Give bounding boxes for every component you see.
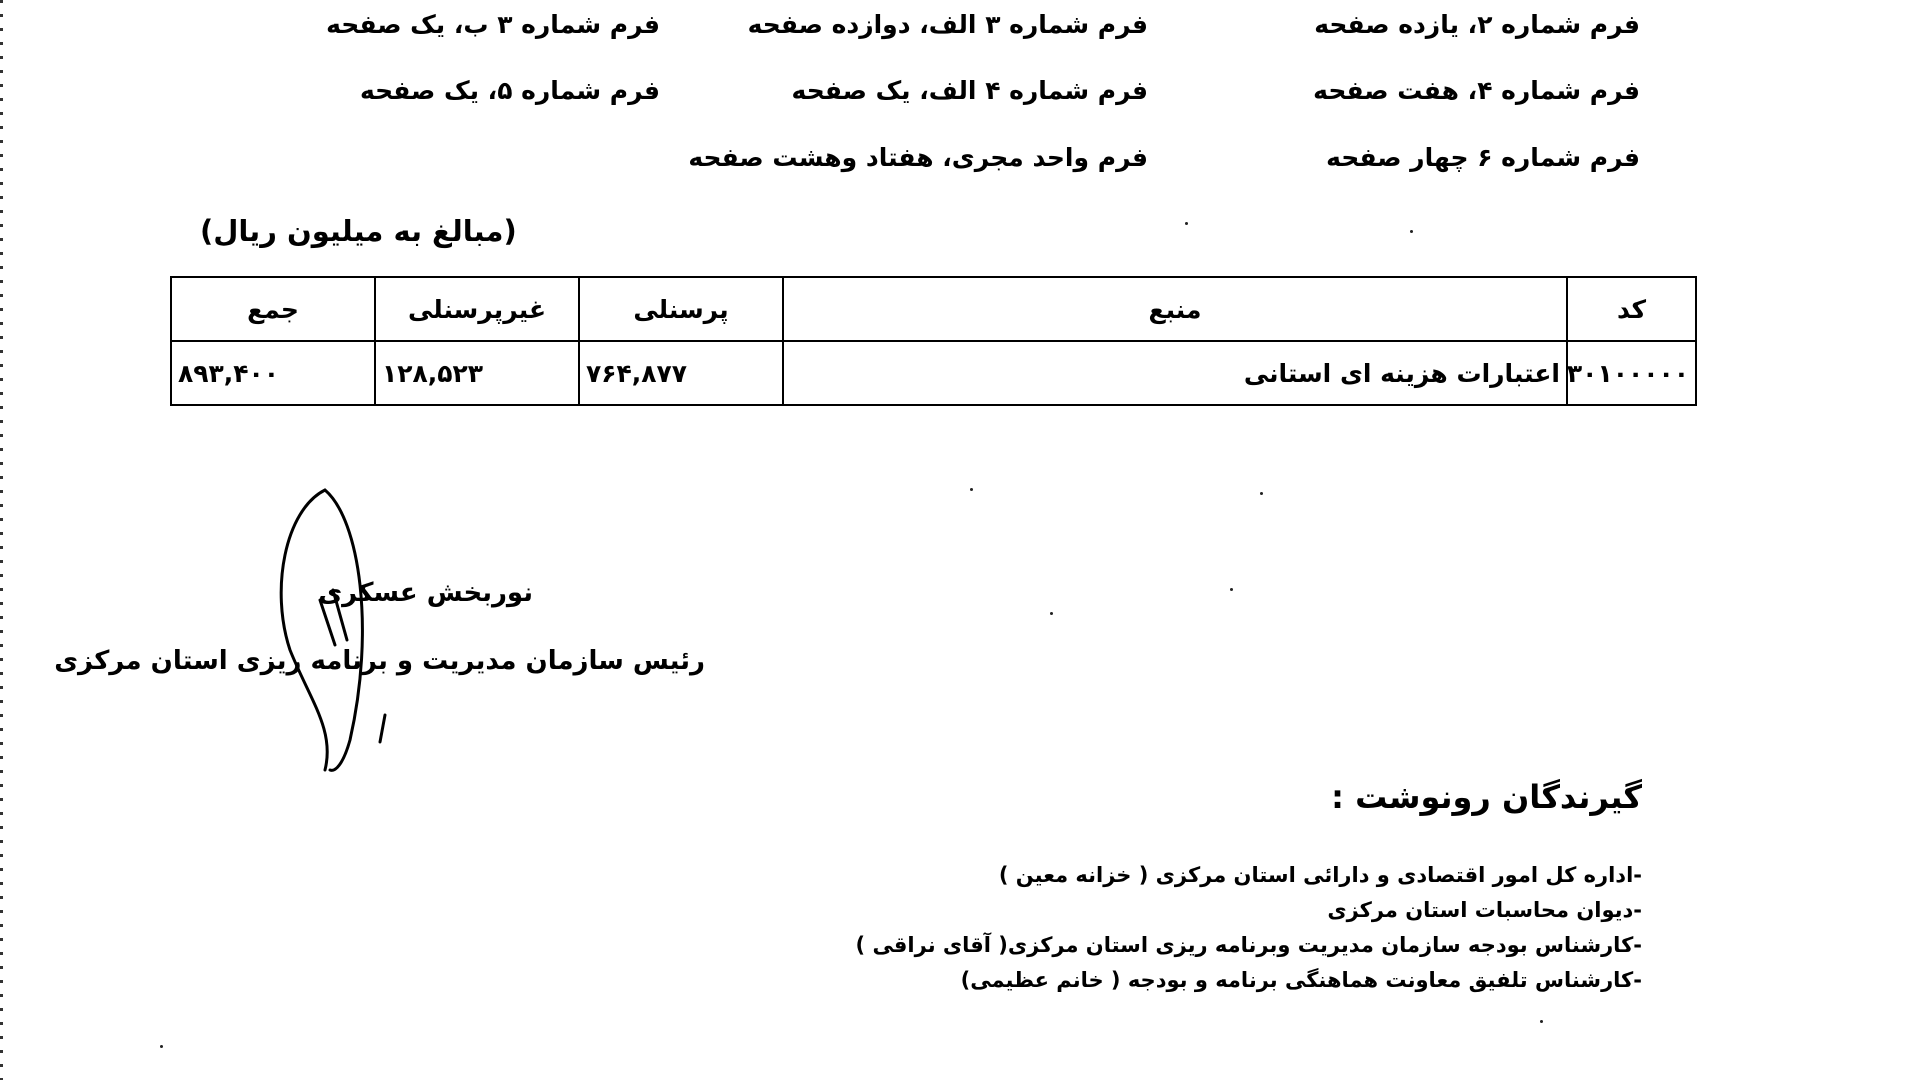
- forms-row-2: [0, 76, 1920, 110]
- scan-speck: [1185, 222, 1188, 225]
- header-non-personnel: غیرپرسنلی: [375, 277, 579, 341]
- form-item: فرم شماره ۴ الف، یک صفحه: [791, 76, 1148, 105]
- scan-speck: [1230, 588, 1233, 591]
- scan-speck: [1540, 1020, 1543, 1023]
- header-code: کد: [1567, 277, 1696, 341]
- list-item: -کارشناس بودجه سازمان مدیریت وبرنامه ریزی استان مرکزی( آقای نراقی ): [855, 933, 1642, 957]
- table-header-row: [171, 277, 1696, 341]
- cell-source: اعتبارات هزینه ای استانی: [783, 341, 1567, 405]
- cell-code: ۳۰۱۰۰۰۰۰: [1567, 341, 1696, 405]
- header-personnel: پرسنلی: [579, 277, 783, 341]
- list-item: -کارشناس تلفیق معاونت هماهنگی برنامه و بودجه ( خانم عظیمی): [960, 968, 1642, 992]
- scan-speck: [160, 1045, 163, 1048]
- recipients-list: [856, 858, 1642, 998]
- budget-table: [170, 276, 1697, 406]
- form-item: فرم شماره ۳ الف، دوازده صفحه: [747, 10, 1148, 39]
- recipients-title: گیرندگان رونوشت :: [1331, 778, 1642, 816]
- forms-row-3: [0, 143, 1920, 177]
- form-item: فرم شماره ۴، هفت صفحه: [1313, 76, 1640, 105]
- handwritten-signature: [265, 480, 405, 780]
- header-total: جمع: [171, 277, 375, 341]
- cell-personnel: ۷۶۴,۸۷۷: [579, 341, 783, 405]
- form-item: فرم شماره ۶ چهار صفحه: [1326, 143, 1640, 172]
- scan-speck: [1410, 230, 1413, 233]
- cell-non-personnel: ۱۲۸,۵۲۳: [375, 341, 579, 405]
- forms-row-1: [0, 10, 1920, 44]
- scan-speck: [1260, 492, 1263, 495]
- cell-total: ۸۹۳,۴۰۰: [171, 341, 375, 405]
- scan-speck: [970, 488, 973, 491]
- list-item: -اداره کل امور اقتصادی و دارائی استان مرکزی ( خزانه معین ): [998, 863, 1642, 887]
- amount-unit-note: (مبالغ به میلیون ریال): [200, 214, 517, 248]
- form-item: فرم واحد مجری، هفتاد وهشت صفحه: [688, 143, 1148, 172]
- list-item: -دیوان محاسبات استان مرکزی: [1327, 898, 1642, 922]
- signer-title: رئیس سازمان مدیریت و برنامه ریزی استان مرکزی: [54, 646, 705, 676]
- table-row: [171, 341, 1696, 405]
- form-item: فرم شماره ۵، یک صفحه: [359, 76, 660, 105]
- form-item: فرم شماره ۲، یازده صفحه: [1314, 10, 1640, 39]
- signer-name: نوربخش عسکری: [318, 578, 533, 608]
- scan-speck: [1050, 612, 1053, 615]
- form-item: فرم شماره ۳ ب، یک صفحه: [326, 10, 660, 39]
- header-source: منبع: [783, 277, 1567, 341]
